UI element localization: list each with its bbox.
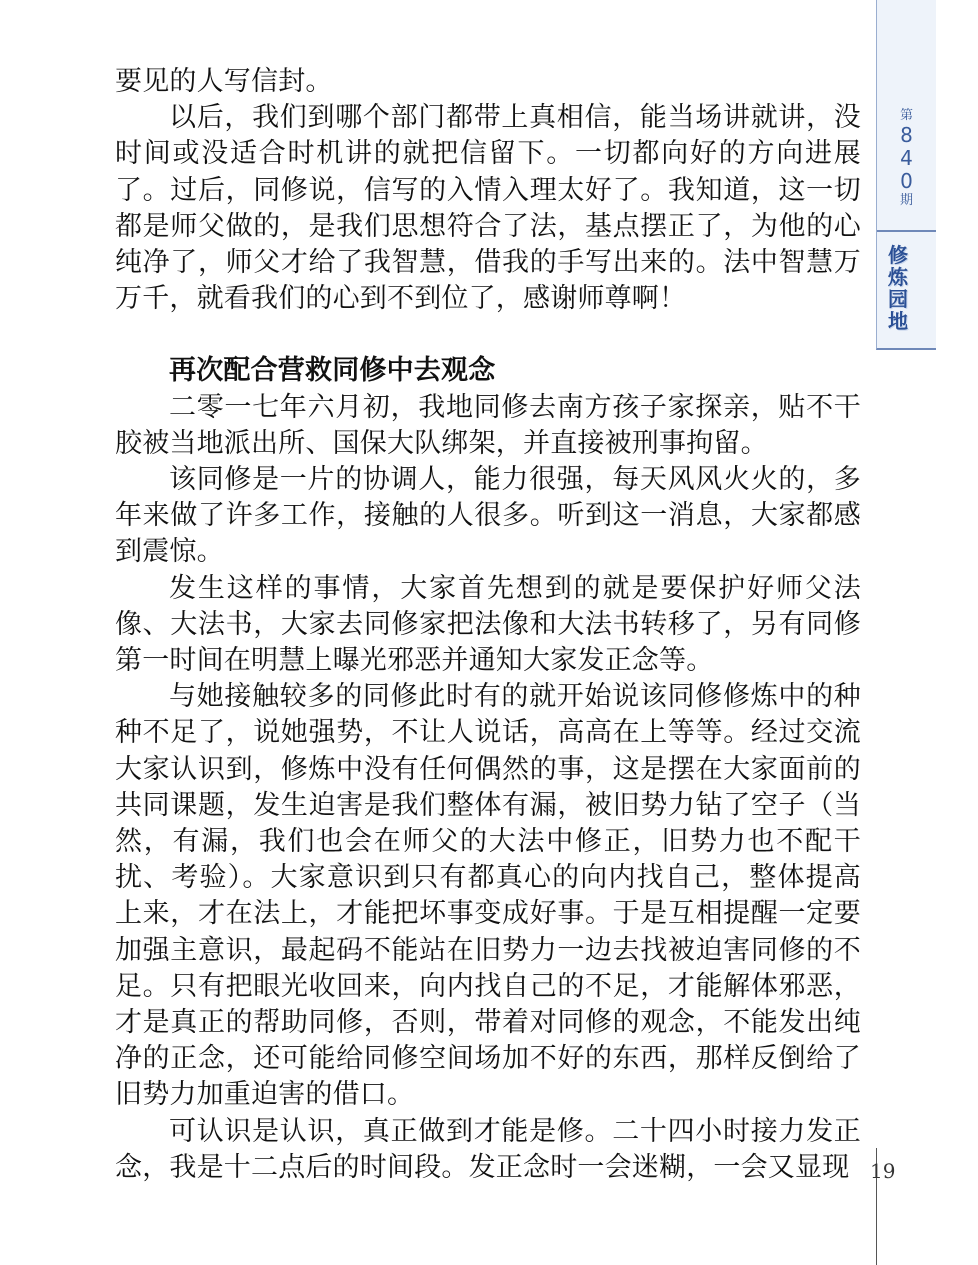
issue-sidebar	[876, 0, 936, 350]
column-title-char: 炼	[888, 265, 908, 289]
paragraph: 可认识是认识，真正做到才能是修。二十四小时接力发正念，我是十二点后的时间段。发正念时一会迷糊，一会又显现	[115, 1115, 861, 1183]
column-title-char: 修	[888, 243, 908, 267]
sidebar-divider	[877, 230, 936, 232]
issue-digit: 0	[900, 169, 913, 193]
column-title	[877, 244, 919, 332]
section-heading: 再次配合营救同修中去观念	[169, 355, 496, 387]
column-title-char: 地	[888, 309, 908, 333]
paragraph-continued: 要见的人写信封。	[115, 66, 333, 97]
issue-digit: 8	[900, 123, 913, 147]
issue-suffix: 期	[899, 193, 913, 208]
issue-number	[877, 108, 936, 209]
paragraph: 二零一七年六月初，我地同修去南方孩子家探亲，贴不干胶被当地派出所、国保大队绑架，并直接被刑事拘留。	[115, 391, 861, 459]
paragraph: 发生这样的事情，大家首先想到的就是要保护好师父法像、大法书，大家去同修家把法像和大法书转移了，另有同修第一时间在明慧上曝光邪恶并通知大家发正念等。	[115, 572, 861, 677]
column-title-char: 园	[888, 287, 908, 311]
paragraph: 该同修是一片的协调人，能力很强，每天风风火火的，多年来做了许多工作，接触的人很多。听到这一消息，大家都感到震惊。	[115, 464, 861, 568]
paragraph: 以后，我们到哪个部门都带上真相信，能当场讲就讲，没时间或没适合时机讲的就把信留下。一切都向好的方向进展了。过后，同修说，信写的入情入理太好了。我知道，这一切都是师父做的，是我们思想符合了法，基点摆正了，为他的心纯净了，师父才给了我智慧，借我的手写出来的。法中智慧万万千，就看我们的心到不到位了，感谢师尊啊！	[115, 102, 861, 315]
paragraph: 与她接触较多的同修此时有的就开始说该同修修炼中的种种不足了，说她强势，不让人说话，高高在上等等。经过交流大家认识到，修炼中没有任何偶然的事，这是摆在大家面前的共同课题，发生迫害是我们整体有漏，被旧势力钻了空子（当然，有漏，我们也会在师父的大法中修正，旧势力也不配干扰、考验）。大家意识到只有都真心的向内找自己，整体提高上来，才在法上，才能把坏事变成好事。于是互相提醒一定要加强主意识，最起码不能站在旧势力一边去找被迫害同修的不足。只有把眼光收回来，向内找自己的不足，才能解体邪恶，才是真正的帮助同修，否则，带着对同修的观念，不能发出纯净的正念，还可能给同修空间场加不好的东西，那样反倒给了旧势力加重迫害的借口。	[115, 681, 861, 1111]
article-body	[115, 64, 861, 1186]
section-spacer	[115, 317, 861, 353]
issue-digit: 4	[900, 146, 913, 170]
issue-prefix: 第	[899, 108, 913, 123]
page-number: 19	[870, 1159, 896, 1183]
